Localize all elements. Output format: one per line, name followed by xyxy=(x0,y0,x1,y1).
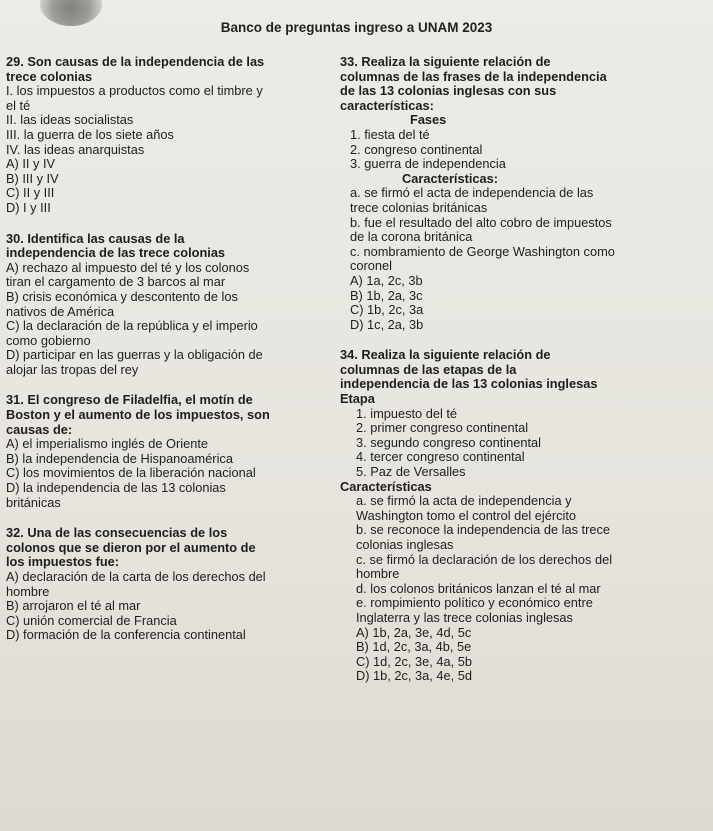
answer-option: C) unión comercial de Francia xyxy=(6,612,177,628)
answer-option: D) la independencia de las 13 colonias xyxy=(6,480,226,496)
etapa-item: 1. impuesto del té xyxy=(356,405,458,421)
caracteristica-item-cont: de la corona británica xyxy=(350,229,473,245)
question-title-line: colonos que se dieron por el aumento de xyxy=(6,539,256,555)
answer-option: D) formación de la conferencia continental xyxy=(6,627,246,643)
answer-option-cont: británicas xyxy=(6,494,61,510)
question-title-line: 33. Realiza la siguiente relación de xyxy=(340,54,551,69)
question-title-line: causas de: xyxy=(6,421,73,437)
question-title-line: independencia de las trece colonias xyxy=(6,245,226,261)
caracteristica-item: b. fue el resultado del alto cobro de impuestos xyxy=(350,214,612,230)
question-title-line: independencia de las 13 colonias inglesas xyxy=(340,376,598,392)
answer-option: D) I y III xyxy=(6,199,51,215)
fase-item: 3. guerra de independencia xyxy=(350,156,506,172)
question-34 xyxy=(340,348,708,684)
caracteristica-item: b. se reconoce la independencia de las trece xyxy=(356,522,610,538)
question-title-line: 34. Realiza la siguiente relación de xyxy=(340,347,551,363)
answer-option: A) 1a, 2c, 3b xyxy=(350,272,423,288)
question-title-line: los impuestos fue: xyxy=(6,554,120,570)
answer-option-cont: nativos de América xyxy=(6,303,115,319)
caracteristica-item: a. se firmó la acta de independencia y xyxy=(356,493,572,509)
answer-option: A) II y IV xyxy=(6,156,56,172)
caracteristica-item-cont: Inglaterra y las trece colonias inglesas xyxy=(356,609,573,625)
question-32 xyxy=(6,526,331,643)
question-30 xyxy=(6,232,331,378)
answer-option: C) los movimientos de la liberación nacional xyxy=(6,465,256,481)
caracteristica-item-cont: hombre xyxy=(356,566,400,582)
caracteristicas-heading: Características xyxy=(340,478,432,494)
answer-option: C) 1d, 2c, 3e, 4a, 5b xyxy=(356,653,472,669)
caracteristica-item-cont: trece colonias británicas xyxy=(350,199,488,215)
etapa-item: 5. Paz de Versalles xyxy=(356,464,466,480)
answer-option: B) 1d, 2c, 3a, 4b, 5e xyxy=(356,639,472,655)
answer-option: A) 1b, 2a, 3e, 4d, 5c xyxy=(356,624,472,640)
question-title-line: 29. Son causas de la independencia de las xyxy=(6,54,265,69)
answer-option-cont: hombre xyxy=(6,583,50,599)
caracteristica-item-cont: coronel xyxy=(350,258,392,274)
caracteristica-item: e. rompimiento político y económico entre xyxy=(356,595,593,611)
statement-item: I. los impuestos a productos como el timbre y xyxy=(6,83,263,99)
caracteristicas-heading: Características: xyxy=(402,170,499,186)
statement-item: III. la guerra de los siete años xyxy=(6,126,174,142)
statement-item: IV. las ideas anarquistas xyxy=(6,141,145,157)
etapa-item: 3. segundo congreso continental xyxy=(356,434,541,450)
fase-item: 1. fiesta del té xyxy=(350,126,430,142)
answer-option: B) III y IV xyxy=(6,170,59,186)
answer-option: C) 1b, 2c, 3a xyxy=(350,302,424,318)
answer-option: D) 1b, 2c, 3a, 4e, 5d xyxy=(356,668,472,684)
etapa-heading: Etapa xyxy=(340,391,375,407)
answer-option-cont: tiran el cargamento de 3 barcos al mar xyxy=(6,274,226,290)
answer-option: D) 1c, 2a, 3b xyxy=(350,316,424,332)
question-29 xyxy=(6,55,331,216)
question-title-line: columnas de las frases de la independencia xyxy=(340,68,607,84)
answer-option: D) participar en las guerras y la obligación de xyxy=(6,347,263,363)
answer-option: C) II y III xyxy=(6,185,55,201)
answer-option: B) crisis económica y descontento de los xyxy=(6,288,238,304)
question-33 xyxy=(340,55,708,332)
question-title-line: 32. Una de las consecuencias de los xyxy=(6,525,228,541)
left-column xyxy=(6,55,331,653)
statement-item: II. las ideas socialistas xyxy=(6,112,134,128)
answer-option-cont: como gobierno xyxy=(6,332,91,348)
statement-item: el té xyxy=(6,97,31,113)
etapa-item: 4. tercer congreso continental xyxy=(356,449,525,465)
answer-option: A) el imperialismo inglés de Oriente xyxy=(6,436,208,452)
answer-option: B) 1b, 2a, 3c xyxy=(350,287,423,303)
question-title-line: características: xyxy=(340,97,434,113)
question-title-line: columnas de las etapas de la xyxy=(340,361,517,377)
question-title-line: 30. Identifica las causas de la xyxy=(6,230,185,246)
caracteristica-item: d. los colonos británicos lanzan el té al mar xyxy=(356,580,601,596)
question-title-line: de las 13 colonias inglesas con sus xyxy=(340,83,557,99)
page-title: Banco de preguntas ingreso a UNAM 2023 xyxy=(220,20,493,35)
caracteristica-item-cont: Washington tomo el control del ejército xyxy=(356,507,577,523)
answer-option: C) la declaración de la república y el imperio xyxy=(6,318,258,334)
question-title-line: 31. El congreso de Filadelfia, el motín de xyxy=(6,392,253,408)
fases-heading: Fases xyxy=(410,112,447,128)
caracteristica-item: c. nombramiento de George Washington como xyxy=(350,243,615,259)
question-31 xyxy=(6,393,331,510)
caracteristica-item: a. se firmó el acta de independencia de las xyxy=(350,185,594,201)
fase-item: 2. congreso continental xyxy=(350,141,483,157)
right-column xyxy=(340,55,708,694)
answer-option: A) declaración de la carta de los derechos del xyxy=(6,569,266,584)
caracteristica-item: c. se firmó la declaración de los derechos del xyxy=(356,551,613,567)
answer-option-cont: alojar las tropas del rey xyxy=(6,361,139,377)
caracteristica-item-cont: colonias inglesas xyxy=(356,537,454,552)
etapa-item: 2. primer congreso continental xyxy=(356,420,529,436)
question-title-line: Boston y el aumento de los impuestos, son xyxy=(6,407,270,423)
answer-option: B) la independencia de Hispanoamérica xyxy=(6,450,233,466)
question-title-line: trece colonias xyxy=(6,68,93,84)
answer-option: B) arrojaron el té al mar xyxy=(6,598,141,614)
answer-option: A) rechazo al impuesto del té y los colonos xyxy=(6,259,250,275)
